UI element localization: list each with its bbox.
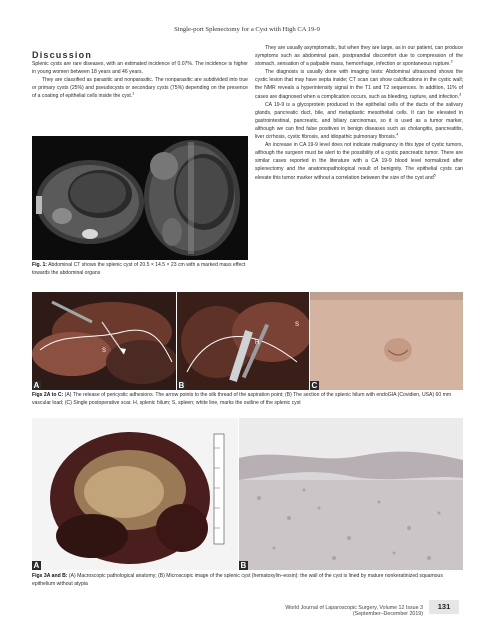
right-paragraph-1: They are usually asymptomatic, but when they are large, as in our patient, can produce symptoms such as abdominal pain, postprandial discomfort due to compression of the stomach, sensation of a palpable mass, hemorrhage, infection or spontaneous rupture.$^2$ [255, 45, 463, 68]
spleen-label: S [295, 322, 300, 328]
page-number: 131 [429, 600, 459, 614]
postoperative-scar-image [310, 292, 463, 390]
ct-scan-illustration [32, 136, 248, 260]
citation: 2 [450, 59, 453, 64]
right-paragraph-2: The diagnosis is usually done with imaging tests: Abdominal ultrasound shows the cystic lesion that may have septa inside; CT scan can show calcifications in the cystic wall; the NMR reveals a hyperintensity signal in the T1 and T2 sequences. In addition, 11% of cases are diagnosed when a complication occurs, such as bleeding, rupture, and infection.$^3$ [255, 69, 463, 100]
adhesion-release-image [32, 292, 176, 390]
running-title: Single-port Splenectomy for a Cyst with High CA 19-9 [174, 26, 320, 33]
spleen-label: S [102, 348, 107, 354]
left-paragraph-2: They are classified as parasitic and nonparasitic. The nonparasitic are subdivided into true or primary cysts (25%) and pseudocysts or secondary cysts (75%) depending on the presence of a coating of epithelial cells inside the cyst.$^1$ [32, 77, 248, 100]
panel-label: B [240, 561, 247, 570]
panel-label: A [33, 381, 40, 390]
section-heading: Discussion [32, 50, 93, 60]
figure-3b-photo [239, 418, 463, 570]
hilum-label: H [255, 340, 260, 346]
panel-label: B [178, 381, 185, 390]
panel-label: C [311, 381, 318, 390]
figure-2a-photo [32, 292, 176, 390]
figure-2-caption: Figs 2A to C: (A) The release of pericystic adhesions. The arrow points to the silk thread of the aspiration point; (B) The section of the splenic hilum with endoGIA (Covidien, USA) 60 mm vascular load; (C) Single postoperative scar. H, splenic hilum; S, spleen; white line, marks the outline of the splenic cyst [32, 392, 452, 406]
figure-3-caption: Figs 3A and B: (A) Macroscopic pathological anatomy; (B) Microscopic image of the splenic cyst (hematoxylin–eosin): the wall of the cyst is lined by mature nonkeratinized squamous epithelium without atypia [32, 573, 443, 587]
right-paragraph-4: An increase in CA 19-9 level does not indicate malignancy in this type of cystic tumors, although the surgeon must be alert to the possibility of a cystic pancreatic tumor. There are similar cases reported in the literature with a CA 19-9 blood level normalized after splenectomy and the anatomopathological result of benignity. The epithelial cysts can elevate this tumor marker without a correlation between the size of the cyst and$^5$ [255, 142, 463, 181]
macroscopic-specimen-image [32, 418, 238, 570]
figure-2c-photo [310, 292, 463, 390]
citation: 4 [396, 132, 399, 137]
right-paragraph-3: CA 19-9 is a glycoprotein produced in the epithelial cells of the ducts of the salivary glands, pancreatic duct, bile, and metaplastic mesothelial cells. It can be elevated in gastrointestinal, pancreatic, and biliary carcinomas, so it is used as a tumor marker, although we can find false positives in benign diseases such as cholangitis, pancreatitis, liver cirrhosis, cystic fibrosis, and idiopathic pulmonary fibrosis.$^4$ [255, 101, 463, 141]
citation: 5 [433, 172, 436, 177]
microscopic-histology-image [239, 418, 463, 570]
citation: 3 [459, 91, 462, 96]
citation: 1 [132, 91, 135, 96]
left-paragraph-1: Splenic cysts are rare diseases, with an estimated incidence of 0.07%. The incidence is higher in young women between 18 years and 46 years. [32, 61, 248, 76]
figure-2b-photo [177, 292, 309, 390]
figure-1-caption: Fig. 1: Abdominal CT shows the splenic cyst of 20.5 × 14.5 × 23 cm with a marked mass effect towards the abdominal organs [32, 262, 246, 276]
right-column [255, 44, 463, 182]
splenic-hilum-section-image [177, 292, 309, 390]
figure-1-ct-image [32, 136, 248, 260]
panel-label: A [33, 561, 40, 570]
figure-3a-photo [32, 418, 238, 570]
journal-footer: World Journal of Laparoscopic Surgery, Volume 12 Issue 3 (September–December 2019) [285, 605, 423, 617]
left-column [32, 60, 248, 100]
